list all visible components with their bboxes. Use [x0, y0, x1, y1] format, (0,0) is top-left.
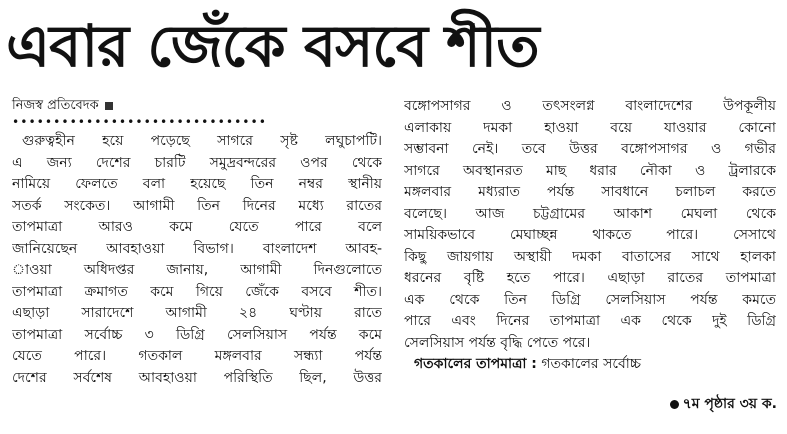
body-line: াওয়া অধিদপ্তর জানায়, আগামী দিনগুলোতে	[12, 262, 382, 278]
body-line: সম্ভাবনা নেই। তবে উত্তর বঙ্গোপসাগর ও গভীর	[404, 141, 776, 157]
body-line: দেশের সর্বশেষ আবহাওয়া পরিস্থিতি ছিল, উত্তর	[12, 369, 382, 386]
body-line: যেতে পারে। গতকাল মঙ্গলবার সন্ধ্যা পর্যন্ত	[12, 348, 382, 364]
body-line: নামিয়ে ফেলতে বলা হয়েছে তিন নম্বর স্থানীয়	[12, 176, 382, 192]
body-line: তাপমাত্রা সর্বোচ্চ ৩ ডিগ্রি সেলসিয়াস পর্যন্ত কমে	[12, 326, 382, 343]
body-line: তাপমাত্রা ক্রমাগত কমে গিয়ে জেঁকে বসবে শীত।	[12, 283, 382, 300]
square-bullet-icon	[105, 102, 113, 110]
body-line: বলেছে। আজ চট্টগ্রামের আকাশ মেঘলা থেকে	[404, 205, 776, 222]
byline	[12, 96, 382, 115]
byline-text: নিজস্ব প্রতিবেদক	[12, 98, 99, 113]
body-line: জানিয়েছেন আবহাওয়া বিভাগ। বাংলাদেশ আবহ-	[12, 240, 382, 257]
body-line: এলাকায় দমকা হাওয়া বয়ে যাওয়ার কোনো	[404, 119, 776, 136]
body-line: ধরনের বৃষ্টি হতে পারে। এছাড়া রাতের তাপমাত্রা	[404, 270, 776, 286]
body-line: কিছু জায়গায় অস্থায়ী দমকা বাতাসের সাথে হালকা	[404, 248, 776, 265]
body-line: তাপমাত্রা আরও কমে যেতে পারে বলে	[12, 219, 382, 235]
body-line: মঙ্গলবার মধ্যরাত পর্যন্ত সাবধানে চলাচল করতে	[404, 184, 776, 200]
body-line: সাগরে অবস্থানরত মাছ ধরার নৌকা ও ট্রলারকে	[404, 162, 776, 179]
temperature-text: গতকালের সর্বোচ্চ	[541, 356, 642, 372]
bullet-icon	[670, 400, 679, 409]
temperature-label: গতকালের তাপমাত্রা :	[414, 356, 537, 372]
article-column-right	[404, 96, 776, 376]
dotted-divider: •••••••••••••••••••••••••••••••	[12, 115, 267, 129]
body-line: পারে এবং দিনের তাপমাত্রা এক থেকে দুই ডিগ্রি	[404, 313, 776, 329]
body-line: এক থেকে তিন ডিগ্রি সেলসিয়াস পর্যন্ত কমতে	[404, 291, 776, 308]
temperature-subhead	[404, 354, 776, 376]
body-line: গুরুত্বহীন হয়ে পড়েছে সাগরে সৃষ্ট লঘুচাপটি।	[22, 133, 382, 149]
body-line: সতর্ক সংকেত। আগামী তিন দিনের মধ্যে রাতের	[12, 197, 382, 214]
body-line: সেলসিয়াস পর্যন্ত বৃদ্ধি পেতে পরে।	[404, 334, 591, 351]
body-line: সাময়িকভাবে মেঘাচ্ছন্ন থাকতে পারে। সেসাথে	[404, 227, 776, 243]
body-line: এছাড়া সারাদেশে আগামী ২৪ ঘণ্টায় রাতে	[12, 305, 382, 321]
article-column-left	[12, 96, 382, 389]
continuation-text: ৭ম পৃষ্ঠার ৩য় ক.	[682, 396, 777, 412]
headline: এবার জেঁকে বসবে শীত	[6, 12, 539, 80]
body-line: বঙ্গোপসাগর ও তৎসংলগ্ন বাংলাদেশের উপকূলীয়	[404, 98, 776, 114]
continuation-note	[670, 392, 777, 416]
body-line: এ জন্য দেশের চারটি সমুদ্রবন্দরের ওপর থেকে	[12, 154, 382, 171]
